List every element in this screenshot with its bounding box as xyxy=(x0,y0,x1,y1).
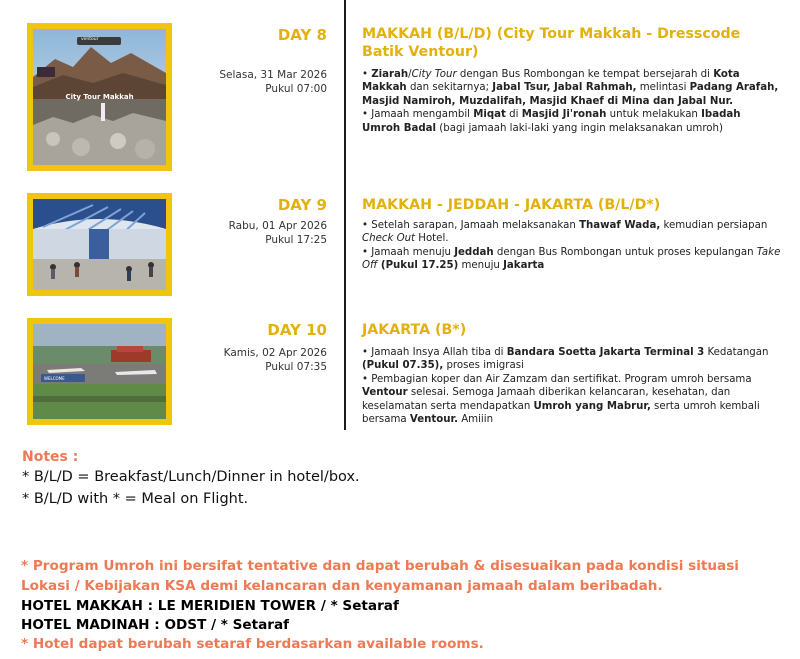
day-10-photo-frame xyxy=(27,318,172,425)
day-9-title: MAKKAH - JEDDAH - JAKARTA (B/L/D*) xyxy=(362,197,661,213)
note-meal-definition: * B/L/D = Breakfast/Lunch/Dinner in hotel/box. xyxy=(22,469,360,485)
jakarta-airport-photo xyxy=(33,324,166,419)
description-bullet: • Setelah sarapan, Jamaah melaksanakan Thawaf Wada, kemudian persiapan Check Out Hotel. xyxy=(362,220,768,245)
day-8-date: Selasa, 31 Mar 2026 xyxy=(219,69,327,81)
day-9-description xyxy=(362,219,782,273)
day-8-time: Pukul 07:00 xyxy=(265,83,327,95)
day-8-label: DAY 8 xyxy=(277,26,327,44)
program-disclaimer: * Program Umroh ini bersifat tentative dan dapat berubah & disesuaikan pada kondisi situasi Lokasi / Kebijakan KSA demi kelancaran dan kenyamanan jamaah dalam beribadah. xyxy=(21,558,739,594)
day-8-photo-frame xyxy=(27,23,172,171)
day-9-label: DAY 9 xyxy=(277,196,327,214)
hotel-change-note: * Hotel dapat berubah setaraf berdasarkan available rooms. xyxy=(21,636,484,652)
day-10-description xyxy=(362,346,782,426)
timeline-divider xyxy=(344,0,346,430)
day-8-title: MAKKAH (B/L/D) (City Tour Makkah - Dresscode Batik Ventour) xyxy=(362,26,741,60)
day-10-label: DAY 10 xyxy=(267,321,327,339)
day-10-time: Pukul 07:35 xyxy=(265,361,327,373)
notes-title: Notes : xyxy=(22,449,79,465)
airport-terminal-image xyxy=(33,199,166,290)
description-bullet: • Ziarah/City Tour dengan Bus Rombongan ke tempat bersejarah di Kota Makkah dan sekitarnya; Jabal Tsur, Jabal Rahmah, melintasi Padang Arafah, Masjid Namiroh, Muzdalifah, Masjid Khaef di Mina dan Jabal Nur. xyxy=(362,69,779,107)
day-9-photo-frame xyxy=(27,193,172,296)
city-tour-makkah-photo xyxy=(33,29,166,165)
hotel-makkah: HOTEL MAKKAH : LE MERIDIEN TOWER / * Setaraf xyxy=(21,598,399,614)
day-10-title: JAKARTA (B*) xyxy=(362,322,467,338)
jakarta-airport-image xyxy=(33,324,166,419)
day-8-description xyxy=(362,68,782,135)
day-9-time: Pukul 17:25 xyxy=(265,234,327,246)
description-bullet: • Jamaah menuju Jeddah dengan Bus Rombongan untuk proses kepulangan Take Off (Pukul 17.25) menuju Jakarta xyxy=(362,246,781,272)
note-meal-flight: * B/L/D with * = Meal on Flight. xyxy=(22,491,249,507)
airport-terminal-photo xyxy=(33,199,166,290)
photo-caption: City Tour Makkah xyxy=(65,93,134,101)
day-10-date: Kamis, 02 Apr 2026 xyxy=(223,347,327,359)
description-bullet: • Jamaah Insya Allah tiba di Bandara Soetta Jakarta Terminal 3 Kedatangan (Pukul 07.35), proses imigrasi xyxy=(362,347,769,372)
day-9-date: Rabu, 01 Apr 2026 xyxy=(228,220,327,232)
description-bullet: • Pembagian koper dan Air Zamzam dan sertifikat. Program umroh bersama Ventour selesai. Semoga Jamaah diberikan kelancaran, kesehatan, dan keselamatan serta mendapatkan Umroh yang Mabrur, serta umroh kembali bersama Ventour. Amiiin xyxy=(362,373,760,426)
photo-tag: ventour xyxy=(81,37,99,42)
description-bullet: • Jamaah mengambil Miqat di Masjid Ji'ronah untuk melakukan Ibadah Umroh Badal (bagi jamaah laki-laki yang ingin melaksanakan umroh) xyxy=(362,109,741,134)
hotel-madinah: HOTEL MADINAH : ODST / * Setaraf xyxy=(21,617,290,633)
welcome-sign: WELCOME xyxy=(44,376,65,381)
